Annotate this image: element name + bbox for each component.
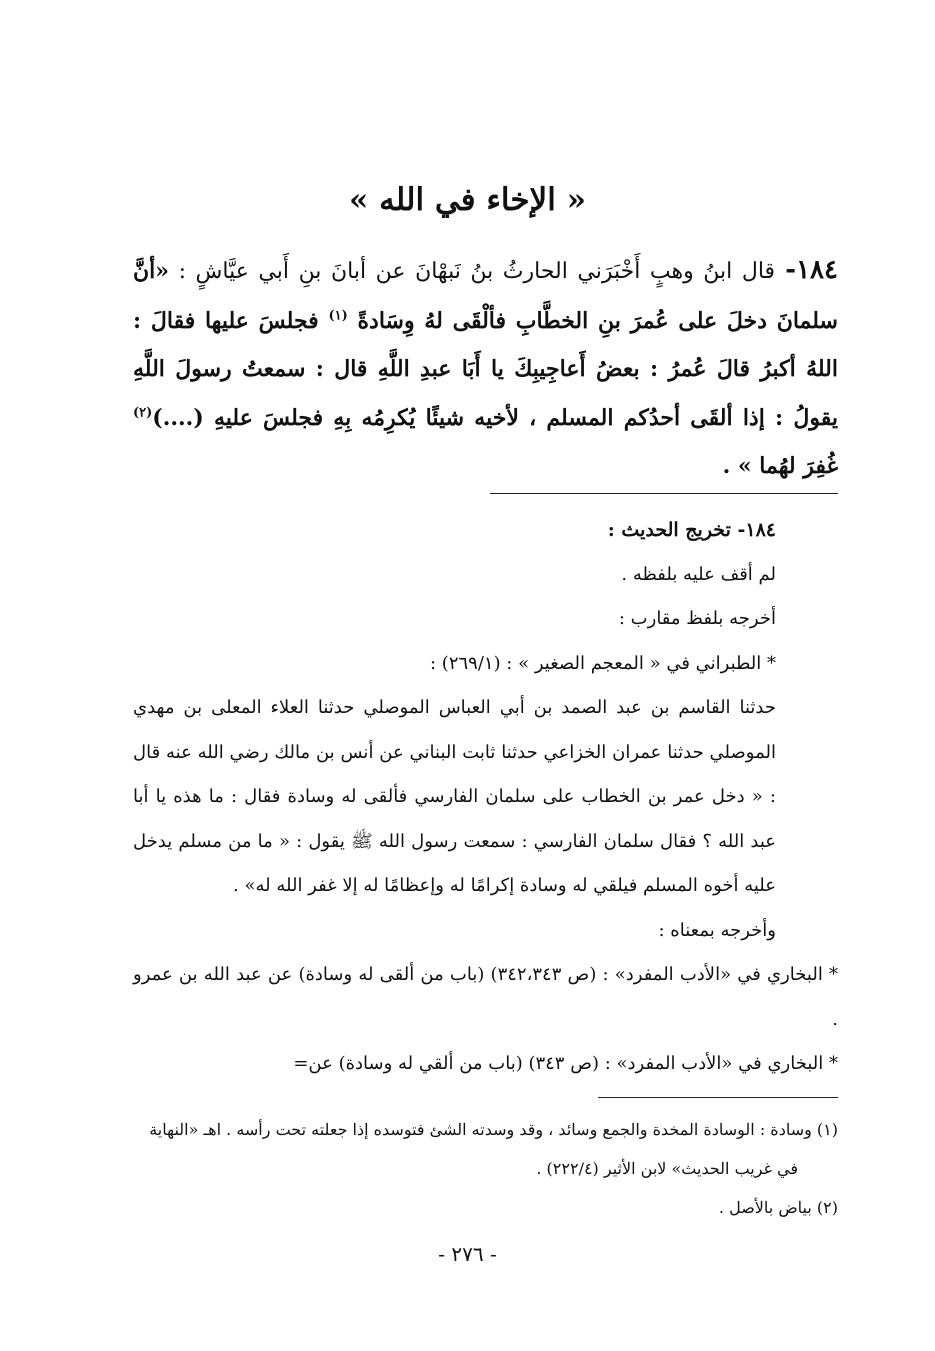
footnote-divider [598, 1097, 838, 1098]
footnote-1-continuation: في غريب الحديث» لابن الأثير (٢٢٢/٤) . [536, 1159, 798, 1178]
page-number: - ٢٧٦ - [438, 1242, 497, 1266]
footnote-marker-2: (٢) [133, 405, 153, 421]
takhrij-paragraph: * البخاري في «الأدب المفرد» : (ص ٣٤٣) (باب من ألقي له وسادة) عن= [293, 1053, 838, 1074]
takhrij-paragraph: حدثنا القاسم بن عبد الصمد بن أبي العباس الموصلي حدثنا العلاء المعلى بن مهدي الموصلي حدثنا عمران الخزاعي حدثنا ثابت البناني عن أنس بن مالك رضي الله عنه قال : « دخل عمر بن الخطاب على سلمان الفارسي فألقى له وسادة فقال : ما هذه يا أبا عبد الله ؟ فقال سلمان الفارسي : سمعت رسول الله ﷺ يقول : « ما من مسلم يدخل عليه أخوه المسلم فيلقي له وسادة إكرامًا له وإعظامًا له إلا غفر الله له» . [133, 697, 776, 896]
takhrij-line: لم أقف عليه بلفظه . [621, 563, 776, 585]
footnote-2: (٢) بياض بالأصل . [718, 1198, 838, 1217]
takhrij-line: وأخرجه بمعناه : [658, 919, 776, 941]
takhrij-line: * الطبراني في « المعجم الصغير » : (٢٦٩/١) : [430, 652, 776, 674]
hadith-matn-a: «أنَّ سلمانَ دخلَ على عُمرَ بنِ الخطَّابِ فألْقَى لهُ وِسَادةً [133, 258, 838, 334]
takhrij-heading: ١٨٤- تخريج الحديث : [607, 519, 776, 541]
takhrij-section [133, 508, 838, 1087]
chapter-title: « الإخاء في الله » [349, 182, 586, 218]
footnote-marker-1: (١) [328, 308, 348, 324]
hadith-matn-b: فجلسَ عليها فقالَ : اللهُ أكبرُ قالَ عُمرُ : بعضُ أَعاجِيبِكَ يا أَبَا عبدِ اللَّهِ قال : سمعتُ رسولَ اللَّهِ يقولُ : إذا ألقَى أحدُكم المسلم ، لأخيه شيئًا يُكرِمُه بِهِ فجلسَ عليهِ (....) [133, 307, 839, 431]
section-divider [490, 493, 838, 494]
footnotes [133, 1110, 838, 1227]
takhrij-paragraph: * البخاري في «الأدب المفرد» : (ص ٣٤٢،٣٤٣) (باب من ألقى له وسادة) عن عبد الله بن عمرو . [133, 964, 838, 1030]
hadith-text [133, 246, 838, 491]
hadith-isnad: قال ابنُ وهبٍ أَخْبَرَني الحارثُ بنُ نَبهْانَ عن أبانَ بنِ أَبي عيَّاشٍ : [169, 259, 776, 284]
footnote-1: (١) وسادة : الوسادة المخدة والجمع وسائد ، وقد وسدته الشئ فتوسده إذا جعلته تحت رأسه . اهـ «النهاية [149, 1120, 838, 1139]
hadith-number: ١٨٤- [785, 255, 838, 285]
takhrij-line: أخرجه بلفظ مقارب : [618, 608, 776, 629]
hadith-matn-c: غُفِرَ لهُما » . [722, 453, 838, 479]
